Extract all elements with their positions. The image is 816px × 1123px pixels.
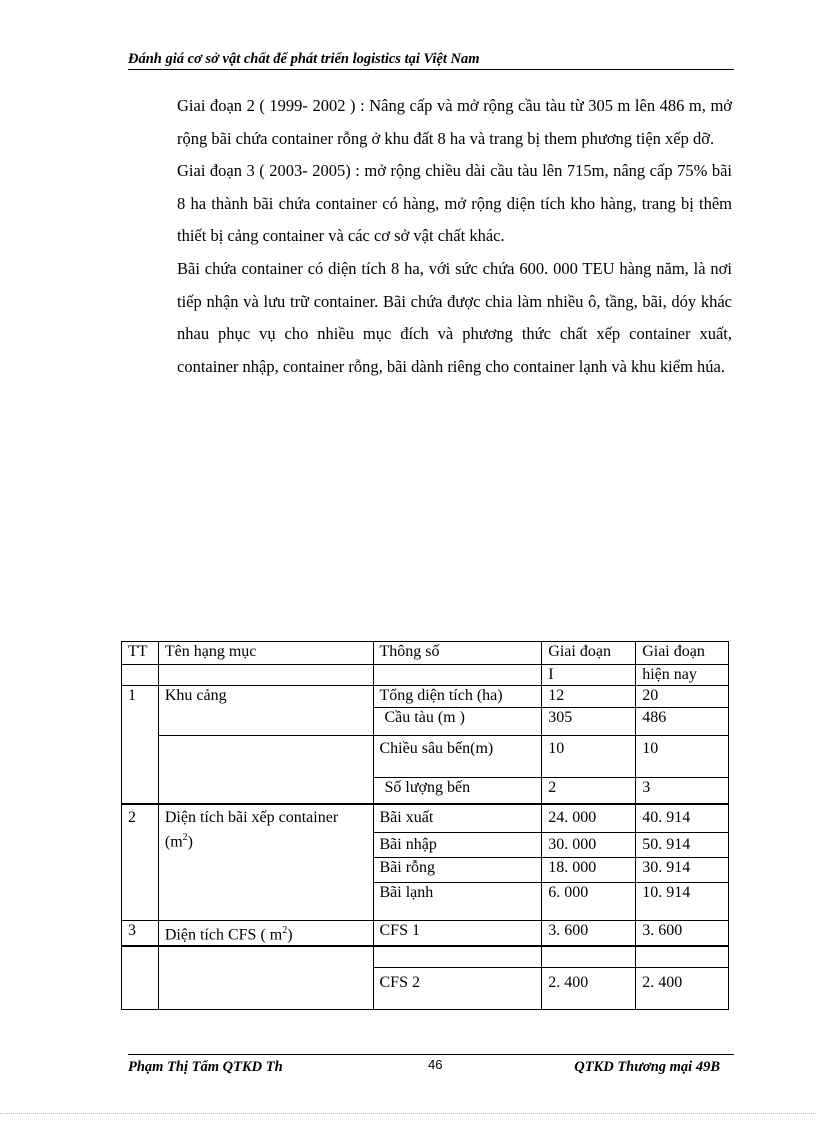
port-spec-table bbox=[121, 641, 729, 1010]
cell-g1: 2 bbox=[542, 778, 636, 804]
paragraph-container-yard: Bãi chứa container có diện tích 8 ha, với sức chứa 600. 000 TEU hàng năm, là nơi tiếp nhận và lưu trữ container. Bãi chứa được chia làm nhiều ô, tầng, bãi, dóy khác nhau phục vụ cho nhiều mục đích và phương thức chất xếp container xuất, container nhập, container rỗng, bãi dành riêng cho container lạnh và khu kiểm húa. bbox=[177, 258, 732, 376]
cell-g1: 10 bbox=[542, 736, 636, 778]
page-footer bbox=[128, 1054, 734, 1079]
footer-author: Phạm Thị Tấm QTKD Th bbox=[128, 1059, 283, 1075]
group1-tt: 1 bbox=[122, 686, 159, 804]
header-spec: Thông số bbox=[373, 642, 542, 665]
cell-g2: 3 bbox=[636, 778, 729, 804]
cell-spec: Cầu tàu (m ) bbox=[373, 708, 542, 736]
cell-spec: Bãi lạnh bbox=[373, 883, 542, 921]
paragraph-phase-3: Giai đoạn 3 ( 2003- 2005) : mở rộng chiều dài cầu tàu lên 715m, nâng cấp 75% bãi 8 ha thành bãi chứa container có hàng, mở rộng diện tích kho hàng, trang bị thêm thiết bị cảng container và các cơ sở vật chất khác. bbox=[177, 161, 732, 246]
footer-class: QTKD Thương mại 49B bbox=[574, 1059, 720, 1075]
cell-spec bbox=[373, 946, 542, 967]
cell-spec: Số lượng bến bbox=[373, 778, 542, 804]
cell-g2: 10 bbox=[636, 736, 729, 778]
page-header bbox=[128, 49, 734, 70]
cell-g1: 12 bbox=[542, 686, 636, 708]
cell-g2 bbox=[636, 946, 729, 967]
bottom-divider bbox=[0, 1113, 816, 1114]
page-number: 46 bbox=[428, 1057, 443, 1072]
group2-tt: 2 bbox=[122, 804, 159, 921]
cell-g2: 50. 914 bbox=[636, 833, 729, 858]
cell-spec: Chiều sâu bến(m) bbox=[373, 736, 542, 778]
cell-spec: CFS 1 bbox=[373, 921, 542, 947]
cell-spec: Bãi rỗng bbox=[373, 858, 542, 883]
cell-g2: 2. 400 bbox=[636, 967, 729, 1009]
header-g2: Giai đoạn bbox=[636, 642, 729, 665]
table-row bbox=[122, 804, 729, 833]
group3-tt: 3 bbox=[122, 921, 159, 947]
cell-g2: 486 bbox=[636, 708, 729, 736]
group1-name: Khu cảng bbox=[158, 686, 373, 736]
header-tt: TT bbox=[122, 642, 159, 665]
paragraph-phase-2: Giai đoạn 2 ( 1999- 2002 ) : Nâng cấp và mở rộng cầu tàu từ 305 m lên 486 m, mở rộng bãi chứa container rỗng ở khu đất 8 ha và trang bị them phương tiện xếp dỡ. bbox=[177, 96, 732, 148]
header-name: Tên hạng mục bbox=[158, 642, 373, 665]
header-g1: Giai đoạn bbox=[542, 642, 636, 665]
header-g1-line2: I bbox=[542, 665, 636, 686]
table-header-row bbox=[122, 642, 729, 665]
cell-g1: 2. 400 bbox=[542, 967, 636, 1009]
group2-name bbox=[158, 804, 373, 921]
cell-g1: 3. 600 bbox=[542, 921, 636, 947]
cell-g1: 18. 000 bbox=[542, 858, 636, 883]
cell-g2: 40. 914 bbox=[636, 804, 729, 833]
cell-spec: Tổng diện tích (ha) bbox=[373, 686, 542, 708]
cell-g2: 20 bbox=[636, 686, 729, 708]
table-row bbox=[122, 686, 729, 708]
cell-g2: 10. 914 bbox=[636, 883, 729, 921]
cell-g1: 30. 000 bbox=[542, 833, 636, 858]
cell-spec: Bãi nhập bbox=[373, 833, 542, 858]
group3-name: Diện tích CFS ( $m^2$) bbox=[158, 921, 373, 947]
cell-spec: CFS 2 bbox=[373, 967, 542, 1009]
cell-g1: 24. 000 bbox=[542, 804, 636, 833]
cell-g2: 3. 600 bbox=[636, 921, 729, 947]
header-g2-line2: hiện nay bbox=[636, 665, 729, 686]
table-row bbox=[122, 921, 729, 947]
table-header-row-2 bbox=[122, 665, 729, 686]
cell-spec: Bãi xuất bbox=[373, 804, 542, 833]
header-title: Đánh giá cơ sở vật chất để phát triển logistics tại Việt Nam bbox=[128, 51, 480, 67]
cell-g1: 305 bbox=[542, 708, 636, 736]
table-row bbox=[122, 946, 729, 967]
table-row bbox=[122, 736, 729, 778]
cell-g2: 30. 914 bbox=[636, 858, 729, 883]
cell-g1 bbox=[542, 946, 636, 967]
cell-g1: 6. 000 bbox=[542, 883, 636, 921]
group2-name-text: Diện tích bãi xếp container $(m^2)$ bbox=[164, 808, 339, 850]
body-text bbox=[177, 90, 732, 383]
